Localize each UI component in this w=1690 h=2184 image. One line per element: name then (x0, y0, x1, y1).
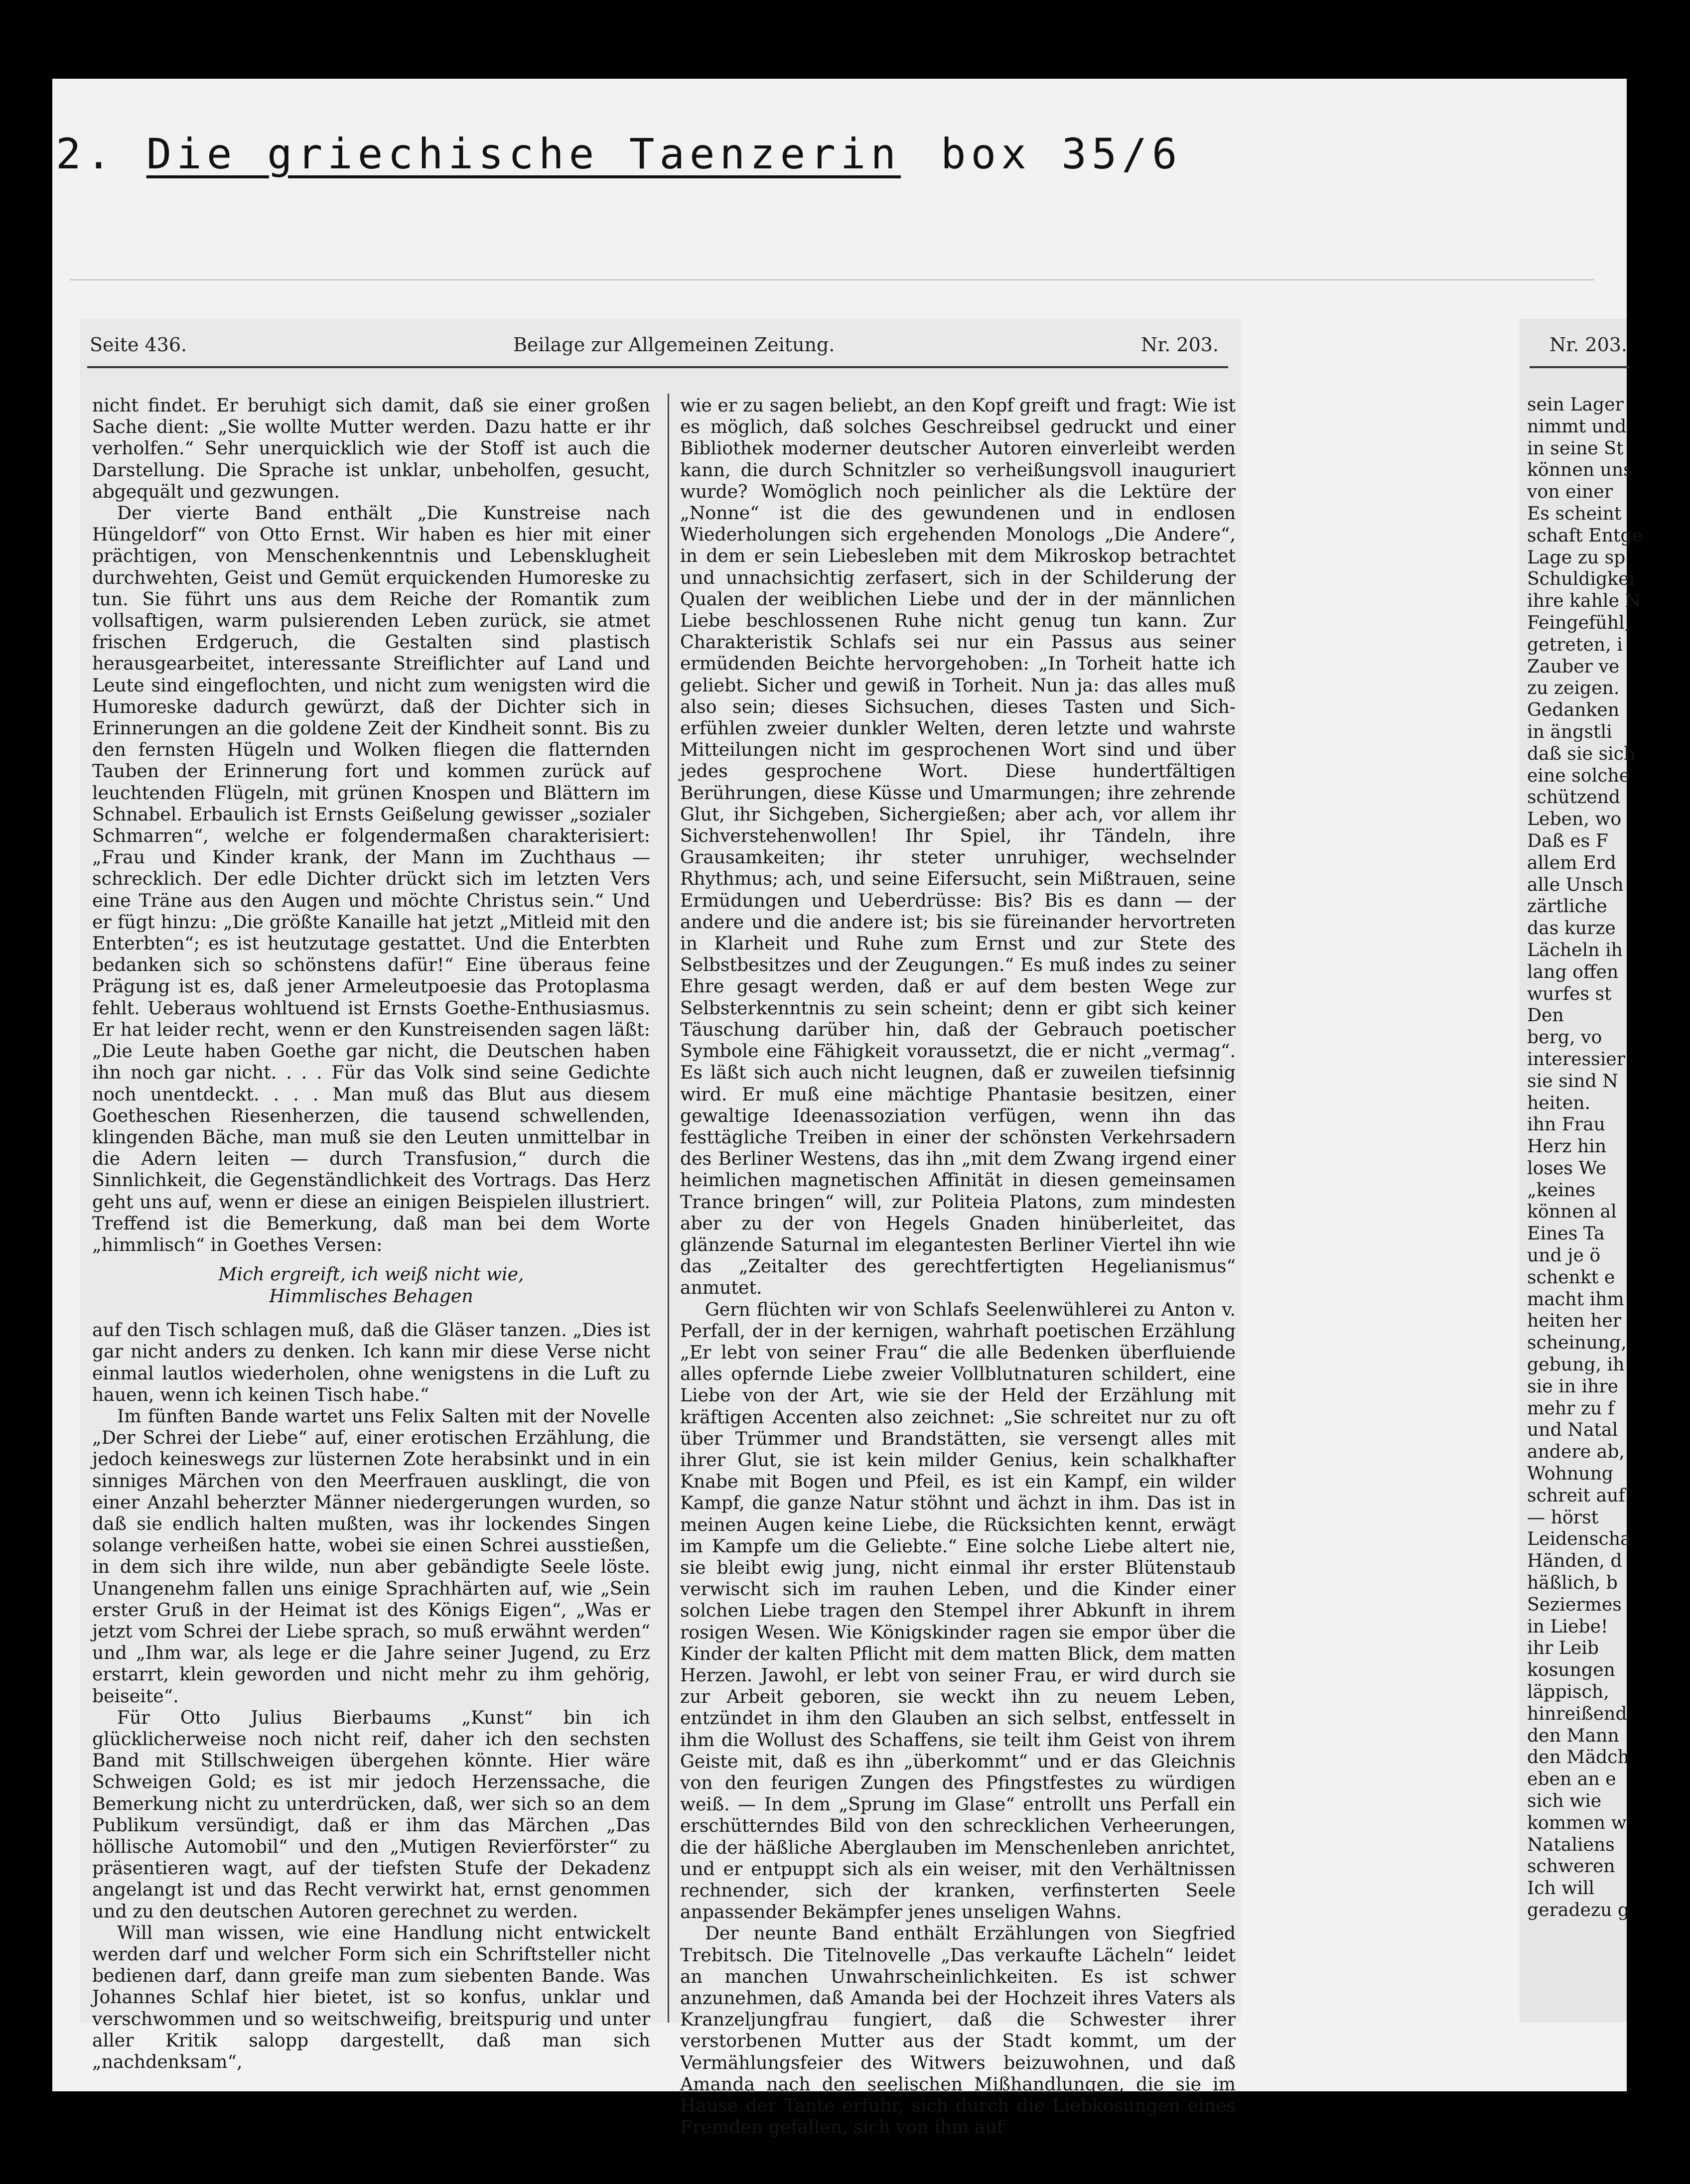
fragment-line: eben an e (1527, 1768, 1616, 1790)
fragment-line: berg, vo (1527, 1026, 1602, 1048)
fragment-line: Nataliens (1527, 1833, 1615, 1855)
fragment-line: interessier (1527, 1048, 1625, 1070)
fragment-line: schweren (1527, 1855, 1615, 1877)
verse-line: Mich ergreift, ich weiß nicht wie, (218, 1263, 524, 1285)
paragraph: wie er zu sagen beliebt, an den Kopf greift und fragt: Wie ist es möglich, daß solches Geschreibsel gedruckt und einer Bibliothek moderner deutscher Autoren einverleibt werden kann, die durch Schnitzler so verheißungsvoll inauguriert wurde? Womöglich noch peinlicher als die Lektüre der „Nonne“ ist die des gewundenen und in endlosen Wiederholungen sich ergehenden Monologs „Die Andere“, in dem er sein Liebesleben mit dem Mikroskop betrachtet und unnachsichtig zerfasert, sich in der Schilderung der Qualen der weiblichen Liebe und der in der männlichen Liebe beschlossenen Ruhe nicht genug tun kann. Zur Charakteristik Schlafs sei nur ein Passus aus seiner ermüdenden Beichte hervorgehoben: „In Torheit hatte ich geliebt. Sicher und gewiß in Torheit. Nun ja: das alles muß also sein; dieses Sichsuchen, dieses Tasten und Sich-erfühlen zweier dunkler Welten, deren letzte und wahrste Mitteilungen nicht im gesprochenen Wort sind und über jedes gesprochene Wort. Diese hundertfältigen Berührungen, diese Küsse und Umarmungen; ihre zehrende Glut, ihr Sichgeben, Sichergießen; aber ach, vor allem ihr Sichverstehenwollen! Ihr Spiel, ihr Tändeln, ihre Grausamkeiten; ihr steter unruhiger, wechselnder Rhythmus; ach, und seine Eifersucht, sein Mißtrauen, seine Ermüdungen und Ueberdrüsse: Bis? Bis es dann — der andere und die andere ist; bis sie füreinander hervortreten in Klarheit und Ruhe zum Ernst und zur Stete des Selbstbesitzes und der Zeugungen.“ Es muß indes zu seiner Ehre gesagt werden, daß er auf dem besten Wege zur Selbsterkenntnis zu sein scheint; denn er gibt sich keiner Täuschung darüber hin, daß der Gebrauch poetischer Symbole eine Fähigkeit voraussetzt, die er nicht „vermag“. Es läßt sich auch nicht leugnen, daß er zuweilen tiefsinnig wird. Er muß eine mächtige Phantasie besitzen, einer gewaltige Ideenassoziation verfügen, wenn ihn das festtägliche Treiben in einer der schönsten Verkehrsadern des Berliner Westens, das ihn „mit dem Zwang irgend einer heimlichen magnetischen Affinität in diesen gemeinsamen Trance bringen“ will, zur Politeia Platons, zum mindesten aber zu der von Hegels Gnaden hinüberleitet, das glänzende Saturnal im elegantesten Berliner Viertel ihn wie das „Zeitalter des gerechtfertigten Hegelianismus“ anmutet. (680, 395, 1236, 1299)
paragraph: Gern flüchten wir von Schlafs Seelenwühlerei zu Anton v. Perfall, der in der kernigen, wahrhaft poetischen Erzählung „Er lebt von seiner Frau“ die alle Bedenken überfluiende alles opfernde Liebe zweier Vollblutnaturen schildert, eine Liebe von der Art, wie sie der Held der Erzählung mit kräftigen Accenten also zeichnet: „Sie schreitet nur zu oft über Trümmer und Brandstätten, sie versengt alles mit ihrer Glut, sie ist kein milder Genius, kein schalkhafter Knabe mit Bogen und Pfeil, es ist ein Kampf, ein wilder Kampf, die ganze Natur stöhnt und ächzt in ihm. Das ist in meinen Augen keine Liebe, die Rücksichten kennt, erwägt im Kampfe um die Geliebte.“ Eine solche Liebe altert nie, sie bleibt ewig jung, nicht einmal ihr erster Blütenstaub verwischt sich im rauhen Leben, und die Kinder einer solchen Liebe tragen den Stempel ihrer Abkunft in ihrem rosigen Wesen. Wie Königskinder ragen sie empor über die Kinder der kalten Pflicht mit dem matten Blick, dem matten Herzen. Jawohl, er lebt von seiner Frau, er wird durch sie zur Arbeit geboren, sie weckt ihn zu neuem Leben, entzündet in ihm den Glauben an sich selbst, entfesselt in ihm die Wollust des Schaffens, sie teilt ihm Geist von ihrem Geiste mit, daß es ihn „überkommt“ und er das Gleichnis von den feurigen Zungen des Pfingstfestes zu würdigen weiß. — In dem „Sprung im Glase“ entrollt uns Perfall ein erschütterndes Bild von den schrecklichen Verheerungen, die der häßliche Aberglauben im Menschenleben anrichtet, und er entpuppt sich als ein weiser, mit den Verhältnissen rechnender, sich der kranken, verfinsterten Seele anpassender Bekämpfer jenes unseligen Wahns. (680, 1298, 1236, 1923)
fragment-line: Leben, wo (1527, 808, 1622, 830)
paragraph: Der neunte Band enthält Erzählungen von Siegfried Trebitsch. Die Titelnovelle „Das verkaufte Lächeln“ leidet an manchen Unwahrscheinlichkeiten. Es ist schwer anzunehmen, daß Amanda bei der Hochzeit ihres Vaters als Kranzeljungfrau fungiert, daß die Schwester ihrer verstorbenen Mutter aus der Stadt kommt, um der Vermählungsfeier des Witwers beizuwohnen, und daß Amanda nach den seelischen Mißhandlungen, die sie im Hause der Tante erfuhr, sich durch die Liebkosungen eines Fremden gefallen, sich von ihm auf (680, 1922, 1236, 2138)
fragment-line: alle Unsch (1527, 873, 1624, 895)
fragment-line: loses We (1527, 1157, 1607, 1179)
fragment-line: heiten. (1527, 1092, 1591, 1113)
fragment-line: heiten her (1527, 1310, 1622, 1332)
head-rule (87, 366, 1228, 368)
fragment-line: Schuldigkei (1527, 568, 1635, 590)
folder-label (56, 130, 1182, 178)
fragment-line: gebung, ih (1527, 1354, 1625, 1375)
text-column-3-fragment (1527, 394, 1643, 1921)
fragment-line: in seine St (1527, 437, 1624, 459)
fragment-line: sie sind N (1527, 1070, 1618, 1092)
verse-line: Himmlisches Behagen (269, 1285, 473, 1307)
text-column-1 (92, 395, 650, 2072)
head-rule-adjacent (1530, 366, 1629, 368)
paragraph: Will man wissen, wie eine Handlung nicht entwickelt werden darf und welcher Form sich ein Schriftsteller nicht bedienen darf, dann greife man zum siebenten Bande. Was Johannes Schlaf hier bietet, ist so konfus, unklar und verschwommen und so weitschweifig, breitspurig und unter aller Kritik salopp dargestellt, daß man sich „nachdenksam“, (92, 1921, 650, 2073)
fragment-line: lang offen (1527, 960, 1619, 982)
text-column-2 (680, 395, 1236, 2138)
fragment-line: Seziermes (1527, 1593, 1622, 1615)
column-rule (668, 394, 669, 2023)
fragment-line: kosungen (1527, 1659, 1615, 1681)
fragment-line: Leidenscha (1527, 1528, 1631, 1550)
fragment-line: kommen w (1527, 1811, 1627, 1833)
fragment-line: Zauber ve (1527, 655, 1620, 677)
issue-number-adjacent: Nr. 203. (1549, 334, 1628, 356)
fragment-line: sie in ihre (1527, 1375, 1619, 1397)
fragment-line: schaft Entge (1527, 524, 1643, 546)
fragment-line: scheinung, (1527, 1332, 1627, 1354)
fragment-line: schützend (1527, 786, 1620, 808)
paragraph: Im fünften Bande wartet uns Felix Salten mit der Novelle „Der Schrei der Liebe“ auf, einer erotischen Erzählung, die jedoch keineswegs zur lüsternen Zote herabsinkt und in ein sinniges Märchen von den Meerfrauen ausklingt, die von einer Anzahl beherzter Männer niedergerungen wurden, so daß sie endlich halten mußten, was ihr lockendes Singen solange verheißen hatte, wobei sie einen Schrei ausstießen, in dem sich ihre wilde, nun aber gebändigte Seele löste. Unangenehm fallen uns einige Sprachhärten auf, wie „Sein erster Gruß in der Heimat ist des Königs Eigen“, „Was er jetzt vom Schrei der Liebe sprach, so muß erwähnt werden“ und „Ihm war, als lege er die Jahre seiner Jugend, zu Erz erstarrt, klein geworden und nicht mehr zu ihm gehörig, beiseite“. (92, 1405, 650, 1707)
fragment-line: in ängstli (1527, 720, 1612, 742)
page-number: Seite 436. (90, 334, 187, 356)
fragment-line: den Mann (1527, 1724, 1619, 1746)
fragment-line: sich wie (1527, 1790, 1602, 1811)
fragment-line: Händen, d (1527, 1550, 1622, 1572)
fragment-line: und Natal (1527, 1419, 1618, 1441)
paragraph: auf den Tisch schlagen muß, daß die Gläser tanzen. „Dies ist gar nicht anders zu denken. Ich kann mir diese Verse nicht einmal lautlos wiederholen, ohne wenigstens in die Luft zu hauen, wenn ich keinen Tisch habe.“ (92, 1319, 650, 1405)
fragment-line: „keines (1527, 1179, 1595, 1201)
fragment-line: Ich will (1527, 1877, 1595, 1899)
box-number: box 35/6 (941, 130, 1182, 178)
fragment-line: geradezu g (1527, 1899, 1630, 1920)
fragment-line: Gedanken (1527, 699, 1620, 721)
fragment-line: eine solche (1527, 764, 1630, 786)
fragment-line: nimmt und (1527, 415, 1627, 437)
fragment-line: ihre kahle N (1527, 590, 1641, 612)
fragment-line: Es scheint (1527, 502, 1622, 524)
fragment-line: allem Erd (1527, 851, 1616, 873)
fragment-line: daß sie sich (1527, 742, 1636, 764)
fragment-line: von einer (1527, 481, 1613, 503)
fragment-line: Den (1527, 1004, 1564, 1026)
fragment-line: können uns (1527, 459, 1633, 481)
fragment-line: schenkt e (1527, 1266, 1615, 1288)
fragment-line: können al (1527, 1201, 1617, 1223)
fragment-line: Lächeln ih (1527, 939, 1623, 960)
fragment-line: — hörst (1527, 1506, 1599, 1528)
running-title: Beilage zur Allgemeinen Zeitung. (513, 334, 835, 356)
fragment-line: andere ab, (1527, 1441, 1625, 1463)
fragment-line: den Mädch (1527, 1746, 1629, 1768)
fragment-line: Wohnung (1527, 1463, 1613, 1485)
fragment-line: mehr zu f (1527, 1397, 1615, 1419)
fragment-line: sein Lager (1527, 394, 1624, 415)
fragment-line: ihr Leib (1527, 1637, 1599, 1659)
fragment-line: getreten, i (1527, 633, 1623, 655)
paragraph: Für Otto Julius Bierbaums „Kunst“ bin ich glücklicherweise noch nicht reif, daher ich den sechsten Band mit Stillschweigen übergehen könnte. Hier wäre Schweigen Gold; es ist mir jedoch Herzenssache, die Bemerkung nicht zu unterdrücken, daß, wer sich so an dem Publikum versündigt, daß er ihm das Märchen „Das höllische Automobil“ und den „Mutigen Revierförster“ zu präsentieren wagt, auf der tiefsten Stufe der Dekadenz angelangt ist und das Recht verwirkt hat, ernst genommen und zu den deutschen Autoren gerechnet zu werden. (92, 1706, 650, 1922)
folder-number: 2. (56, 130, 117, 178)
paragraph: Der vierte Band enthält „Die Kunstreise nach Hüngeldorf“ von Otto Ernst. Wir haben es hier mit einer prächtigen, von Menschenkenntnis und Lebensklugheit durchwehten, Geist und Gemüt erquickenden Humoreske zu tun. Sie führt uns aus dem Reiche der Romantik zum vollsaftigen, warm pulsierenden Leben zurück, sie atmet frischen Erdgeruch, die Gestalten sind plastisch herausgearbeitet, interessante Streiflichter auf Land und Leute sind eingeflochten, und nicht zum wenigsten wird die Humoreske dadurch gewürzt, daß der Dichter sich in Erinnerungen an die goldene Zeit der Kindheit sonnt. Bis zu den fernsten Hügeln und Wolken fliegen die flatternden Tauben der Erinnerung fort und kommen zurück auf leuchtenden Flügeln, mit grünen Knospen und Blättern im Schnabel. Erbaulich ist Ernsts Geißelung gewisser „sozialer Schmarren“, welche er folgendermaßen charakterisiert: „Frau und Kinder krank, der Mann im Zuchthaus — schrecklich. Der edle Dichter drückt sich im letzten Vers eine Träne aus den Augen und möchte Christus sein.“ Und er fügt hinzu: „Die größte Kanaille hat jetzt „Mitleid mit den Enterbten“; es ist heutzutage gestattet. Und die Enterbten bedanken sich so schönstens dafür!“ Eine überaus feine Prägung ist es, daß jener Armeleutpoesie das Protoplasma fehlt. Ueberaus wohltuend ist Ernsts Goethe-Enthusiasmus. Er hat leider recht, wenn er den Kunstreisenden sagen läßt: „Die Leute haben Goethe gar nicht, die Deutschen haben ihn noch gar nicht. . . . Für das Volk sind seine Gedichte noch unentdeckt. . . . Man muß das Blut aus diesem Goetheschen Riesenherzen, die tausend schwellenden, klingenden Bäche, man muß sie den Leuten unmittelbar in die Adern leiten — durch Transfusion,“ durch die Sinnlichkeit, die Gegenständlichkeit des Vortrags. Das Herz geht uns auf, wenn er diese an einigen Beispielen illustriert. Treffend ist die Bemerkung, daß man bei dem Worte „himmlisch“ in Goethes Versen: (92, 502, 650, 1255)
fragment-line: Feingefühl, (1527, 611, 1631, 633)
fragment-line: ihn Frau (1527, 1113, 1605, 1135)
fragment-line: in Liebe! (1527, 1615, 1608, 1637)
fragment-line: macht ihm (1527, 1288, 1624, 1310)
fragment-line: zu zeigen. (1527, 677, 1620, 699)
fragment-line: hinreißend (1527, 1702, 1627, 1724)
paragraph: nicht findet. Er beruhigt sich damit, daß sie einer großen Sache dient: „Sie wollte Mutter werden. Dazu hatte er ihr verholfen.“ Sehr unerquicklich wie der Stoff ist auch die Darstellung. Die Sprache ist unklar, unbeholfen, gesucht, abgequält und gezwungen. (92, 395, 650, 502)
fragment-line: und je ö (1527, 1244, 1601, 1266)
fragment-line: Lage zu sp (1527, 546, 1626, 568)
verse-quote (92, 1263, 650, 1307)
fragment-line: Herz hin (1527, 1135, 1607, 1157)
fragment-line: Daß es F (1527, 829, 1608, 851)
fragment-line: schreit auf (1527, 1484, 1625, 1506)
fragment-line: zärtliche (1527, 895, 1607, 917)
folder-title: Die griechische Taenzerin (146, 130, 901, 178)
fragment-line: das kurze (1527, 917, 1616, 939)
fragment-line: häßlich, b (1527, 1572, 1618, 1594)
issue-number: Nr. 203. (1141, 334, 1219, 356)
fragment-line: wurfes st (1527, 982, 1612, 1004)
fragment-line: Eines Ta (1527, 1223, 1605, 1244)
fragment-line: läppisch, (1527, 1681, 1609, 1703)
sheet-divider (70, 279, 1594, 280)
